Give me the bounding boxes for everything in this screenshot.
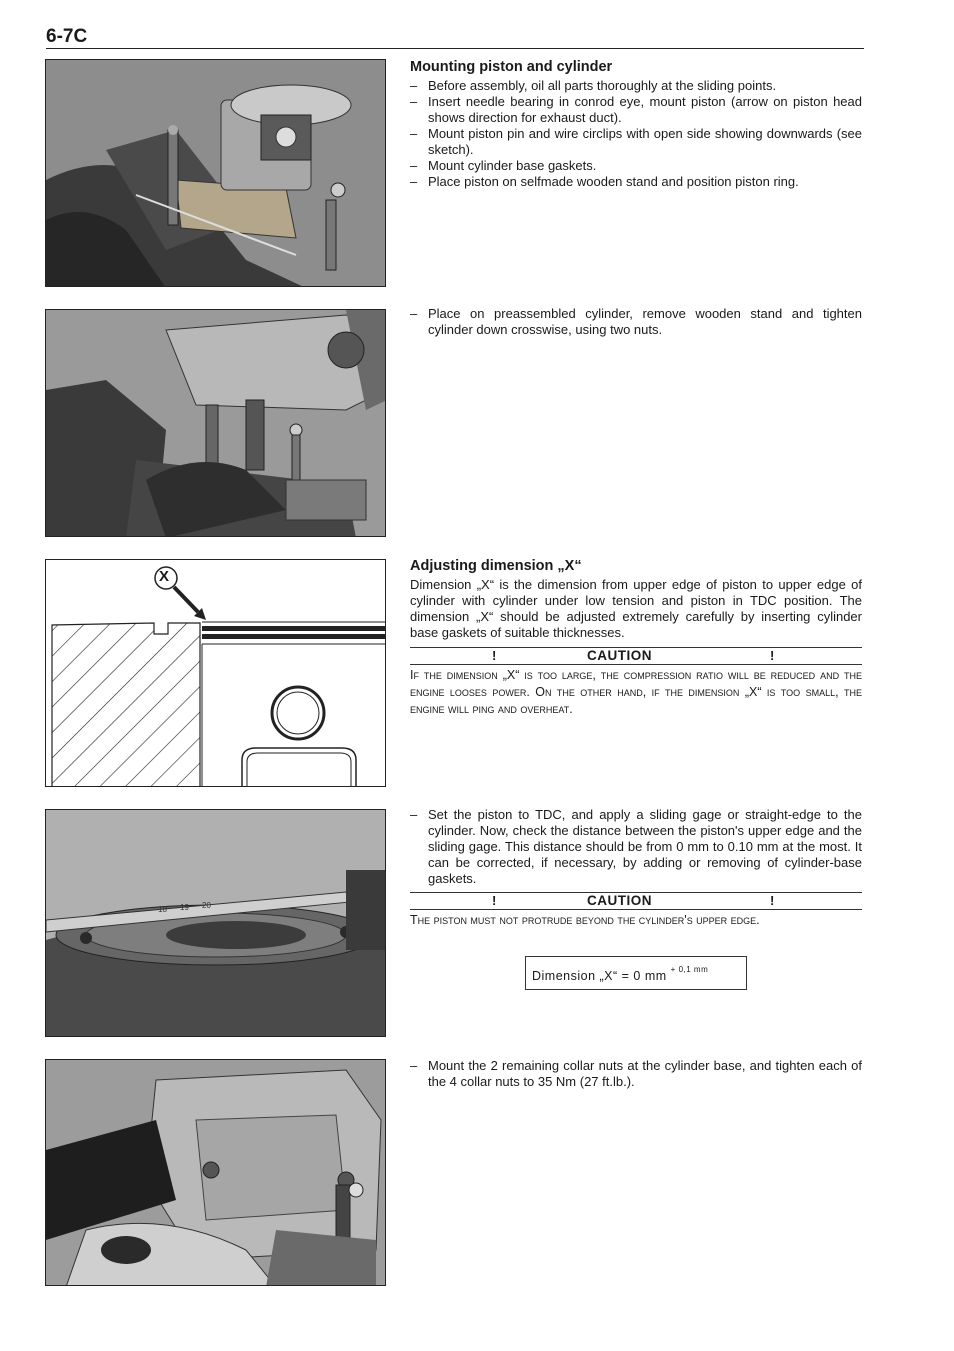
section-check-distance xyxy=(410,807,862,929)
dimension-spec-box xyxy=(525,956,747,990)
heading-mounting-piston: Mounting piston and cylinder xyxy=(410,59,613,75)
list-item: – Set the piston to TDC, and apply a sliding gage or straight-edge to the cylinder. Now, check the distance between the piston's upper edge and the sliding gage. This distance should be from 0 mm to 0.10 mm at the most. It can be corrected, if necessary, by adding or removing of cylinder-base gaskets. xyxy=(410,807,862,886)
list-item: – Place on preassembled cylinder, remove wooden stand and tighten cylinder down crosswise, using two nuts. xyxy=(410,306,862,337)
section-mounting-piston xyxy=(410,59,862,190)
photo-piston-mounting xyxy=(45,59,386,287)
caution-text: The piston must not protrude beyond the cylinder's upper edge. xyxy=(410,913,760,927)
caution-mark: ! xyxy=(770,648,775,663)
caution-banner xyxy=(410,892,862,910)
list-item: – Mount the 2 remaining collar nuts at the cylinder base, and tighten each of the 4 collar nuts to 35 Nm (27 ft.lb.). xyxy=(410,1058,862,1089)
sketch-x-label: X xyxy=(159,568,170,585)
paragraph-dimension-x: Dimension „X“ is the dimension from upper edge of piston to upper edge of cylinder with cylinder under low tension and piston in TDC position. The dimension „X“ should be adjusted extremely carefully by inserting cylinder base gaskets of suitable thicknesses. xyxy=(410,577,862,640)
header-rule xyxy=(46,48,864,49)
ruler-mark: 20 xyxy=(202,901,211,910)
dimension-tolerance: + 0,1 mm xyxy=(670,965,709,974)
sketch-dimension-x xyxy=(45,559,386,787)
list-item: – Before assembly, oil all parts thoroughly at the sliding points. xyxy=(410,78,777,93)
caution-label: CAUTION xyxy=(587,893,652,908)
section-cylinder-placement xyxy=(410,306,862,338)
caution-text: If the dimension „X“ is too large, the compression ratio will be reduced and the engine looses power. On the other hand, if the dimension „X“ is too small, the engine will ping and overheat. xyxy=(410,668,862,716)
list-item: – Insert needle bearing in conrod eye, mount piston (arrow on piston head shows direction for exhaust duct). xyxy=(410,94,862,125)
list-item: – Mount piston pin and wire circlips with open side showing downwards (see sketch). xyxy=(410,126,862,157)
caution-mark: ! xyxy=(770,893,775,908)
caution-mark: ! xyxy=(492,893,497,908)
photo-collar-nuts xyxy=(45,1059,386,1286)
list-item: – Mount cylinder base gaskets. xyxy=(410,158,597,173)
caution-mark: ! xyxy=(492,648,497,663)
section-collar-nuts xyxy=(410,1058,862,1090)
photo-cylinder-placement xyxy=(45,309,386,537)
caution-label: CAUTION xyxy=(587,648,652,663)
heading-adjusting-dimension: Adjusting dimension „X“ xyxy=(410,558,582,574)
section-adjusting-dimension xyxy=(410,558,862,718)
caution-banner xyxy=(410,647,862,665)
page-number: 6-7C xyxy=(46,26,88,47)
ruler-mark: 18 xyxy=(158,905,167,914)
photo-straight-edge xyxy=(45,809,386,1037)
dimension-value: Dimension „X“ = 0 mm xyxy=(532,969,667,983)
ruler-mark: 19 xyxy=(180,903,189,912)
list-item: – Place piston on selfmade wooden stand and position piston ring. xyxy=(410,174,799,189)
